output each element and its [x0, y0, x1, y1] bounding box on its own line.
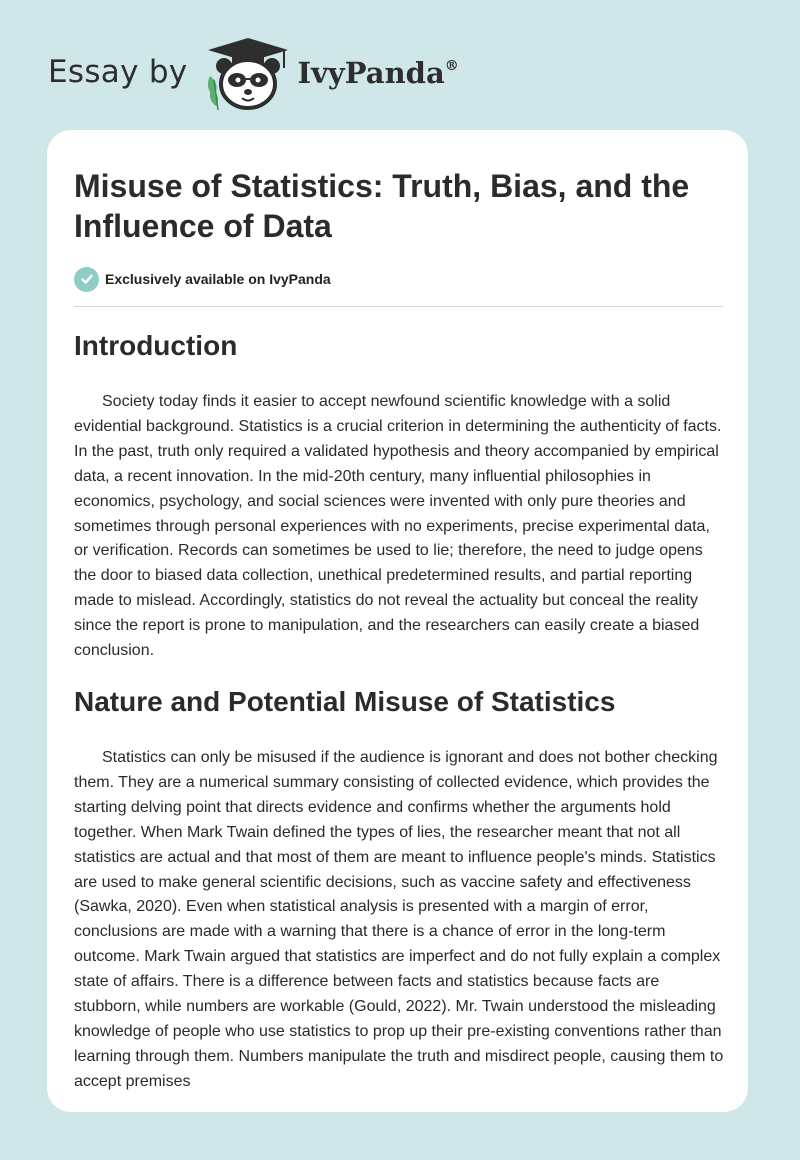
exclusive-label: Exclusively available on IvyPanda — [105, 271, 331, 287]
section-heading-introduction: Introduction — [74, 330, 238, 361]
essay-title: Misuse of Statistics: Truth, Bias, and the Influence of Data — [74, 168, 690, 244]
brand-text: IvyPanda — [297, 56, 445, 90]
brand-name[interactable] — [298, 56, 459, 90]
check-icon — [74, 267, 99, 292]
essay-by-label: Essay by — [48, 54, 188, 90]
site-header — [48, 34, 548, 114]
section-heading-nature-and-misuse: Nature and Potential Misuse of Statistics — [74, 685, 616, 717]
nature-and-misuse-paragraph: Statistics can only be misused if the audience is ignorant and does not bother checking them. They are a numerical summary consisting of collected evidence, which provides the starting delving point that directs evidence and confirms whether the arguments hold together. When Mark Twain defined the types of lies, the researcher meant that not all statistics are actual and that most of them are meant to influence people's minds. Statistics are used to make general scientific decisions, such as vaccine safety and effectiveness (Sawka, 2020). Even when statistical analysis is presented with a margin of error, conclusions are made with a warning that there is a chance of error in the long-term outcome. Mark Twain argued that statistics are imperfect and do not fully explain a complex state of affairs. There is a difference between facts and statistics because facts are stubborn, while numbers are workable (Gould, 2022). Mr. Twain understood the misleading knowledge of people who use statistics to prop up their pre-existing conventions rather than learning through them. Numbers manipulate the truth and misdirect people, causing them to accept premises — [74, 748, 724, 1090]
essay-card — [47, 130, 748, 1112]
title-divider — [74, 306, 723, 307]
exclusive-badge — [74, 266, 721, 292]
introduction-paragraph: Society today finds it easier to accept newfound scientific knowledge with a solid evidential background. Statistics is a crucial criterion in determining the authenticity of facts. In the past, truth only required a validated hypothesis and theory accompanied by empirical data, a recent innovation. In the mid-20th century, many influential philosophies in economics, psychology, and social sciences were invented with only pure theories and sometimes through personal experiences with no experiments, precise experimental data, or verification. Records can sometimes be used to lie; therefore, the need to judge opens the door to biased data collection, unethical predetermined results, and partial reporting made to mislead. Accordingly, statistics do not reveal the actuality but conceal the reality since the report is prone to manipulation, and the researchers can easily create a biased conclusion. — [74, 393, 722, 660]
panda-logo-icon[interactable] — [202, 36, 292, 112]
registered-mark: ® — [444, 58, 459, 74]
